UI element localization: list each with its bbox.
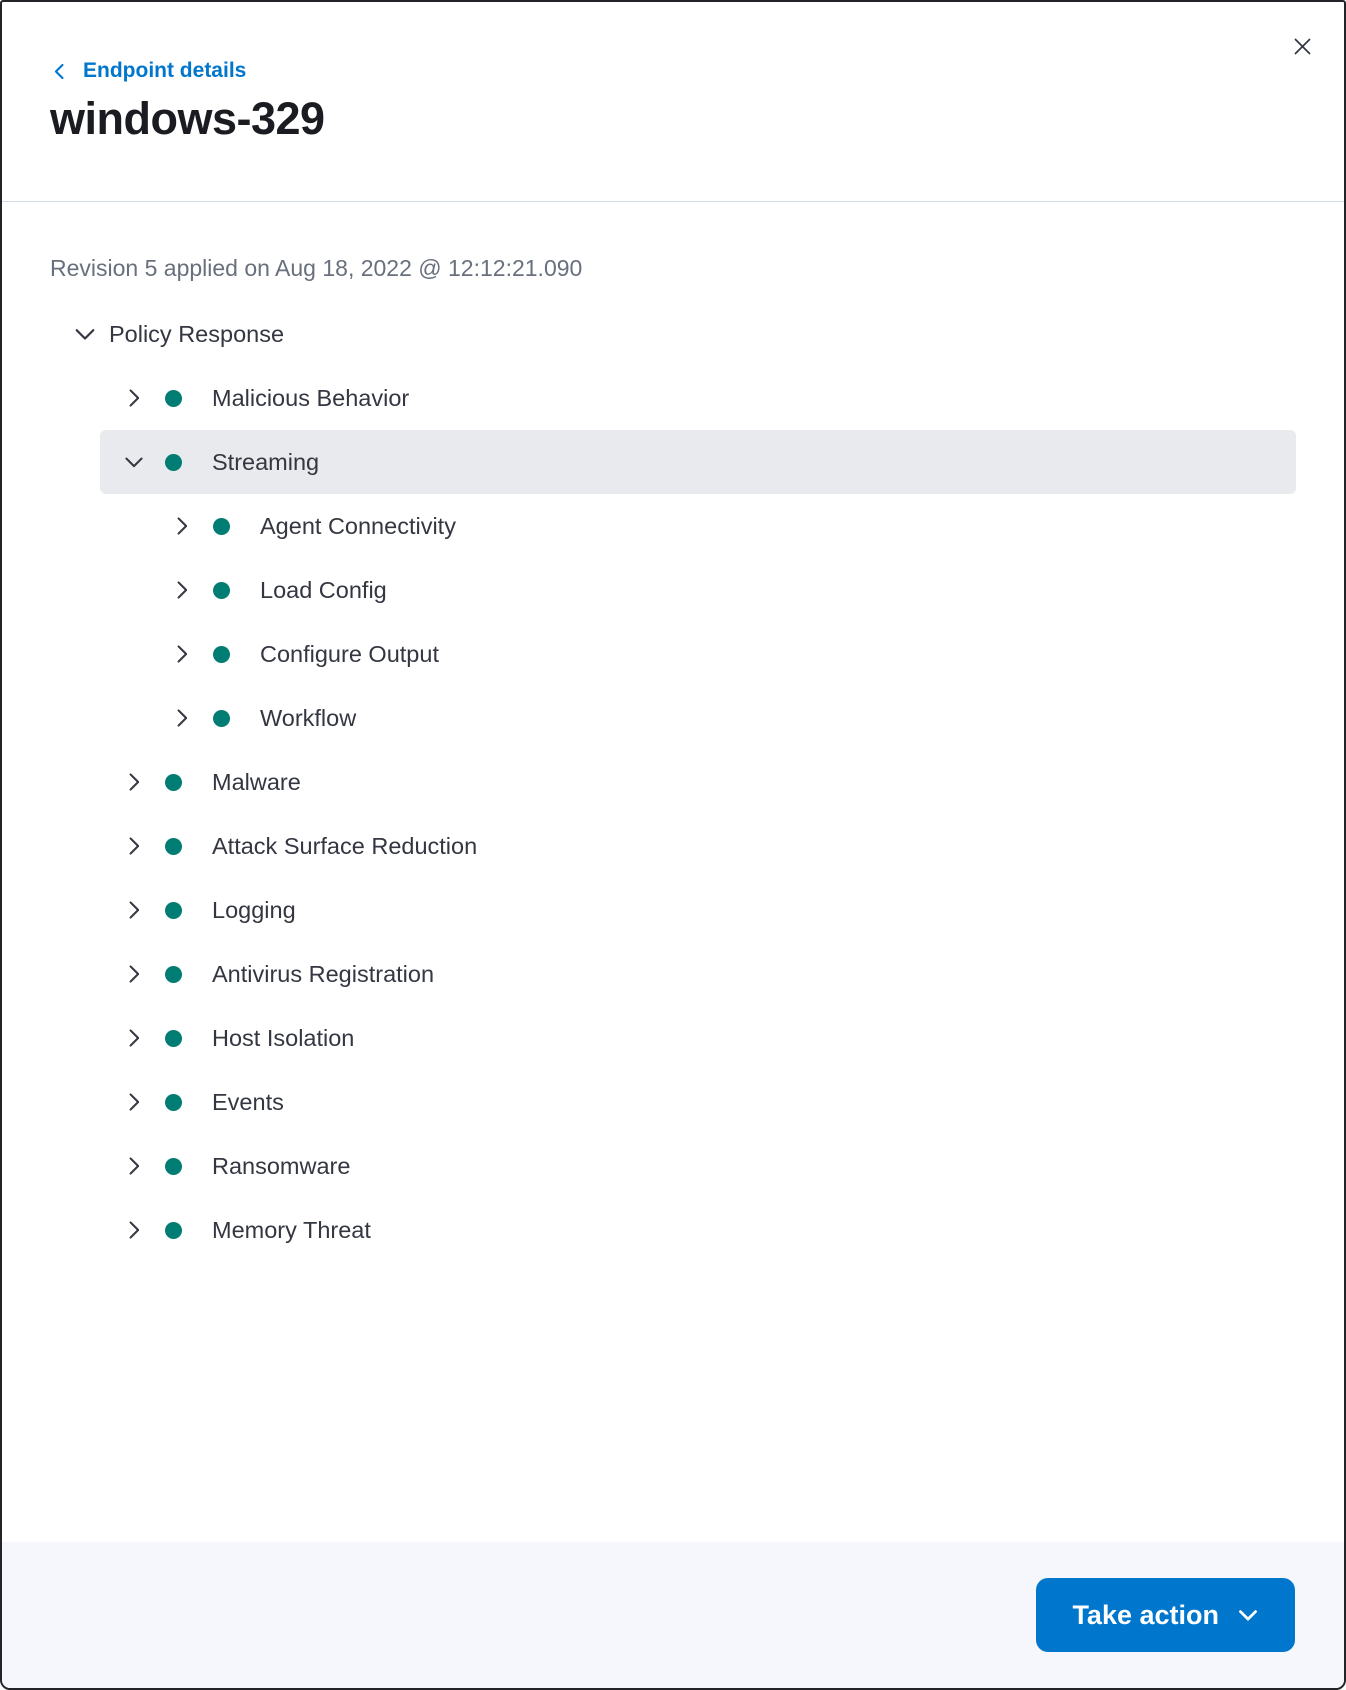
- tree-item-malware[interactable]: [100, 750, 1296, 814]
- status-dot: [165, 454, 182, 471]
- tree-item-memory-threat[interactable]: [100, 1198, 1296, 1262]
- chevron-right-icon[interactable]: [123, 1091, 145, 1113]
- take-action-label: Take action: [1072, 1599, 1219, 1630]
- status-dot: [165, 1094, 182, 1111]
- tree-item-label: Streaming: [212, 449, 320, 475]
- back-link[interactable]: [50, 58, 246, 84]
- status-dot: [165, 1222, 182, 1239]
- chevron-right-icon[interactable]: [123, 1219, 145, 1241]
- status-dot: [165, 1030, 182, 1047]
- status-dot: [165, 966, 182, 983]
- chevron-left-icon: [50, 62, 69, 81]
- status-dot: [213, 710, 230, 727]
- tree-item-label: Agent Connectivity: [260, 513, 456, 539]
- tree-item-label: Load Config: [260, 577, 387, 603]
- chevron-right-icon[interactable]: [123, 835, 145, 857]
- tree-item-label: Logging: [212, 897, 296, 923]
- page-title: windows-329: [50, 92, 325, 144]
- chevron-down-icon: [1237, 1604, 1259, 1626]
- tree-item-label: Workflow: [260, 705, 357, 731]
- status-dot: [213, 518, 230, 535]
- chevron-right-icon[interactable]: [123, 963, 145, 985]
- policy-response-tree: [50, 302, 1296, 1262]
- chevron-right-icon[interactable]: [123, 387, 145, 409]
- tree-item-attack-surface-reduction[interactable]: [100, 814, 1296, 878]
- tree-item-policy-response[interactable]: [50, 302, 1296, 366]
- tree-item-label: Memory Threat: [212, 1217, 371, 1243]
- tree-item-label: Ransomware: [212, 1153, 351, 1179]
- tree-item-workflow[interactable]: [100, 686, 1296, 750]
- tree-item-logging[interactable]: [100, 878, 1296, 942]
- flyout-footer: [2, 1542, 1344, 1688]
- revision-text: Revision 5 applied on Aug 18, 2022 @ 12:12:21.090: [50, 255, 583, 281]
- close-icon[interactable]: [1282, 26, 1322, 66]
- take-action-button[interactable]: [1036, 1578, 1295, 1652]
- tree-item-malicious-behavior[interactable]: [100, 366, 1296, 430]
- tree-item-label: Attack Surface Reduction: [212, 833, 478, 859]
- tree-item-label: Events: [212, 1089, 284, 1115]
- chevron-right-icon[interactable]: [171, 643, 193, 665]
- tree-children: [50, 366, 1296, 1262]
- tree-item-configure-output[interactable]: [100, 622, 1296, 686]
- status-dot: [213, 646, 230, 663]
- tree-item-antivirus-registration[interactable]: [100, 942, 1296, 1006]
- tree-item-agent-connectivity[interactable]: [100, 494, 1296, 558]
- flyout-body: [2, 202, 1344, 1542]
- status-dot: [213, 582, 230, 599]
- chevron-right-icon[interactable]: [171, 707, 193, 729]
- flyout-header: [2, 2, 1344, 202]
- tree-item-label: Host Isolation: [212, 1025, 355, 1051]
- tree-item-label: Malicious Behavior: [212, 385, 410, 411]
- tree-item-host-isolation[interactable]: [100, 1006, 1296, 1070]
- status-dot: [165, 1158, 182, 1175]
- status-dot: [165, 774, 182, 791]
- back-link-label: Endpoint details: [83, 59, 247, 82]
- chevron-right-icon[interactable]: [171, 515, 193, 537]
- chevron-down-icon[interactable]: [72, 323, 97, 345]
- tree-item-label: Configure Output: [260, 641, 439, 667]
- status-dot: [165, 838, 182, 855]
- chevron-right-icon[interactable]: [123, 899, 145, 921]
- tree-item-label: Policy Response: [109, 321, 285, 347]
- tree-item-load-config[interactable]: [100, 558, 1296, 622]
- tree-item-events[interactable]: [100, 1070, 1296, 1134]
- tree-item-label: Antivirus Registration: [212, 961, 435, 987]
- status-dot: [165, 902, 182, 919]
- chevron-right-icon[interactable]: [123, 1027, 145, 1049]
- tree-item-streaming[interactable]: [100, 430, 1296, 494]
- chevron-down-icon[interactable]: [123, 451, 145, 473]
- tree-item-label: Malware: [212, 769, 301, 795]
- chevron-right-icon[interactable]: [123, 1155, 145, 1177]
- tree-item-ransomware[interactable]: [100, 1134, 1296, 1198]
- chevron-right-icon[interactable]: [171, 579, 193, 601]
- chevron-right-icon[interactable]: [123, 771, 145, 793]
- status-dot: [165, 390, 182, 407]
